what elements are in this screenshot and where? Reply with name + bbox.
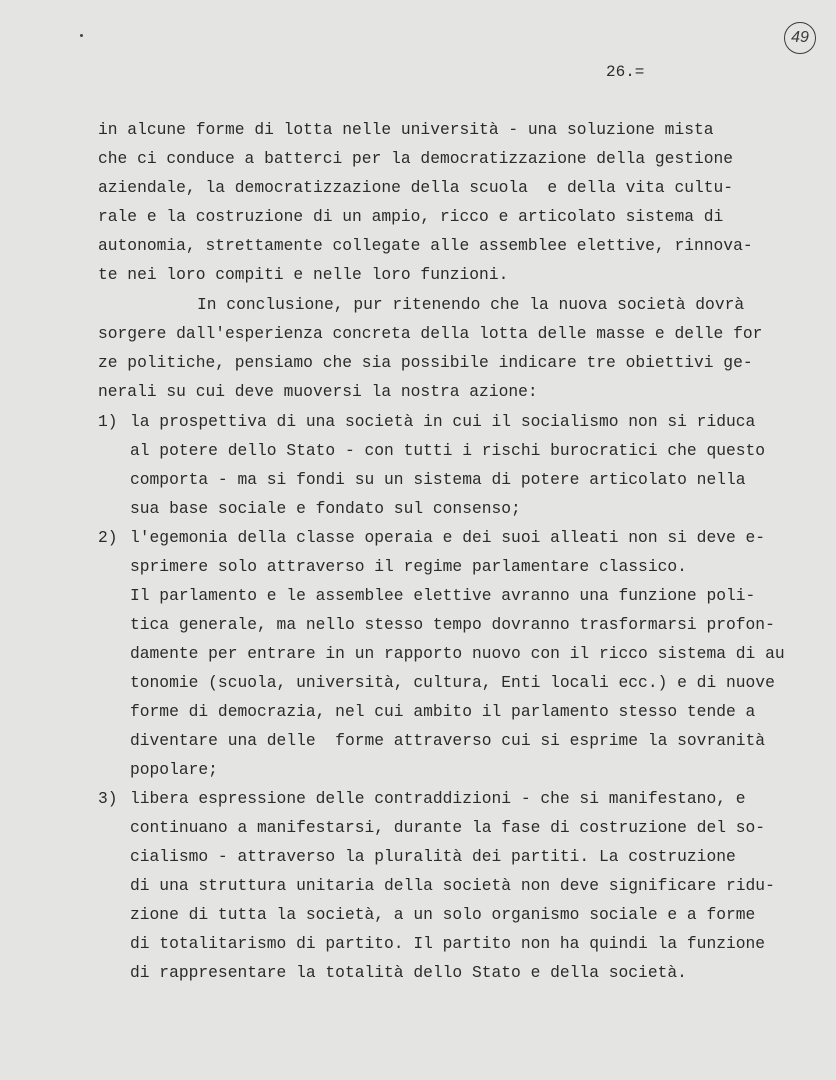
list-item-line: libera espressione delle contraddizioni - che si manifestano, e xyxy=(130,789,746,808)
body-line: te nei loro compiti e nelle loro funzioni. xyxy=(98,265,509,284)
list-item-line: sprimere solo attraverso il regime parlamentare classico. xyxy=(130,557,687,576)
list-marker: 3) xyxy=(98,789,118,808)
list-item-line: Il parlamento e le assemblee elettive avranno una funzione poli- xyxy=(130,586,756,605)
body-line: In conclusione, pur ritenendo che la nuova società dovrà xyxy=(197,295,745,314)
list-item-line: di totalitarismo di partito. Il partito non ha quindi la funzione xyxy=(130,934,766,953)
list-item-line: forme di democrazia, nel cui ambito il parlamento stesso tende a xyxy=(130,702,756,721)
list-item-line: sua base sociale e fondato sul consenso; xyxy=(130,499,521,518)
list-item-line: diventare una delle forme attraverso cui si esprime la sovranità xyxy=(130,731,766,750)
list-item-line: la prospettiva di una società in cui il socialismo non si riduca xyxy=(130,412,756,431)
body-line: in alcune forme di lotta nelle università - una soluzione mista xyxy=(98,120,714,139)
list-item-line: popolare; xyxy=(130,760,218,779)
list-marker: 2) xyxy=(98,528,118,547)
list-item-line: al potere dello Stato - con tutti i rischi burocratici che questo xyxy=(130,441,766,460)
list-item-line: zione di tutta la società, a un solo organismo sociale e a forme xyxy=(130,905,756,924)
body-line: rale e la costruzione di un ampio, ricco e articolato sistema di xyxy=(98,207,724,226)
list-item-line: di una struttura unitaria della società non deve significare ridu- xyxy=(130,876,775,895)
body-line: sorgere dall'esperienza concreta della lotta delle masse e delle for xyxy=(98,324,763,343)
body-line: nerali su cui deve muoversi la nostra azione: xyxy=(98,382,538,401)
list-item-line: continuano a manifestarsi, durante la fase di costruzione del so- xyxy=(130,818,766,837)
body-line: ze politiche, pensiamo che sia possibile indicare tre obiettivi ge- xyxy=(98,353,753,372)
body-line: che ci conduce a batterci per la democratizzazione della gestione xyxy=(98,149,734,168)
list-item-line: damente per entrare in un rapporto nuovo con il ricco sistema di au xyxy=(130,644,785,663)
list-item-line: di rappresentare la totalità dello Stato e della società. xyxy=(130,963,687,982)
list-marker: 1) xyxy=(98,412,118,431)
body-line: autonomia, strettamente collegate alle assemblee elettive, rinnova- xyxy=(98,236,753,255)
list-item-line: cialismo - attraverso la pluralità dei partiti. La costruzione xyxy=(130,847,736,866)
list-item-line: l'egemonia della classe operaia e dei suoi alleati non si deve e- xyxy=(130,528,766,547)
archive-stamp: 49 xyxy=(784,22,816,54)
page-number: 26.= xyxy=(606,63,645,81)
list-item-line: tica generale, ma nello stesso tempo dovranno trasformarsi profon- xyxy=(130,615,775,634)
list-item-line: tonomie (scuola, università, cultura, Enti locali ecc.) e di nuove xyxy=(130,673,775,692)
list-item-line: comporta - ma si fondi su un sistema di potere articolato nella xyxy=(130,470,746,489)
paper-speck xyxy=(80,34,83,37)
body-line: aziendale, la democratizzazione della scuola e della vita cultu- xyxy=(98,178,734,197)
